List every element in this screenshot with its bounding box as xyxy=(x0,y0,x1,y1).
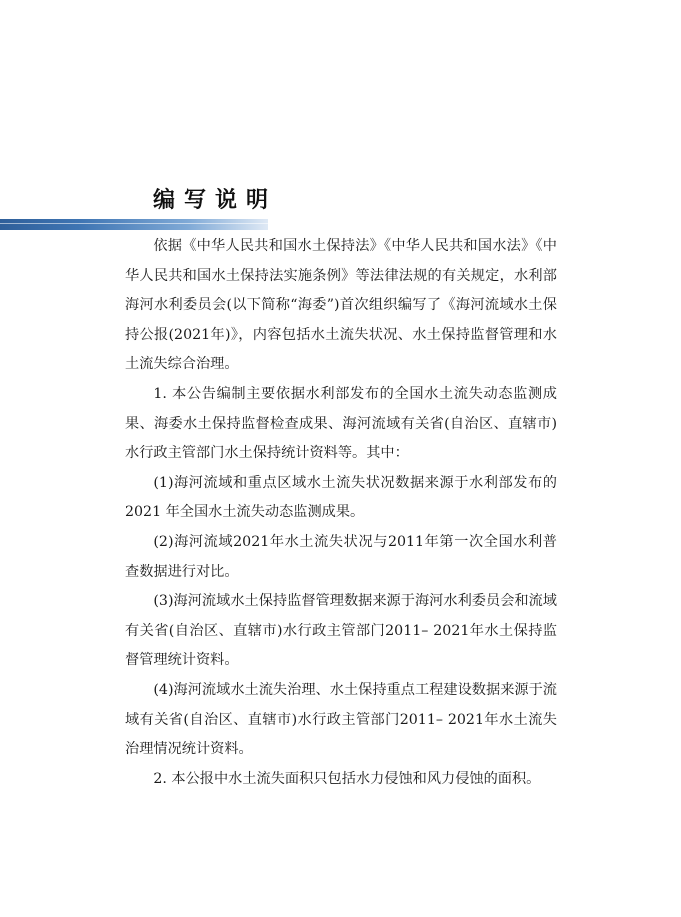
note-2-paragraph: 2. 本公报中水土流失面积只包括水力侵蚀和风力侵蚀的面积。 xyxy=(153,770,541,787)
page-title: 编写说明 xyxy=(153,188,278,213)
intro-paragraph: 依据《中华人民共和国水土保持法》《中华人民共和国水法》《中华人民共和国水土保持法实施条例》等法律法规的有关规定，水利部海河水利委员会(以下简称“海委”)首次组织编写了《海河流域水土保持公报(2021年)》，内容包括水土流失状况、水土保持监督管理和水土流失综合治理。 xyxy=(125,238,557,373)
section-heading xyxy=(0,186,681,232)
note-1-paragraph: 1. 本公告编制主要依据水利部发布的全国水土流失动态监测成果、海委水土保持监督检查成果、海河流域有关省(自治区、直辖市)水行政主管部门水土保持统计资料等。其中： xyxy=(125,385,557,462)
note-1-item-4: (4)海河流域水土流失治理、水土保持重点工程建设数据来源于流域有关省(自治区、直辖市)水行政主管部门2011– 2021年水土流失治理情况统计资料。 xyxy=(125,681,557,758)
note-1-item-2: (2)海河流域2021年水土流失状况与2011年第一次全国水利普查数据进行对比。 xyxy=(125,533,557,580)
note-1-item-3: (3)海河流域水土保持监督管理数据来源于海河水利委员会和流域有关省(自治区、直辖市)水行政主管部门2011– 2021年水土保持监督管理统计资料。 xyxy=(125,593,557,669)
note-1-item-1: (1)海河流域和重点区域水土流失状况数据来源于水利部发布的 2021 年全国水土流失动态监测成果。 xyxy=(125,474,557,521)
document-body xyxy=(125,232,557,794)
heading-decorative-bar xyxy=(0,219,268,230)
